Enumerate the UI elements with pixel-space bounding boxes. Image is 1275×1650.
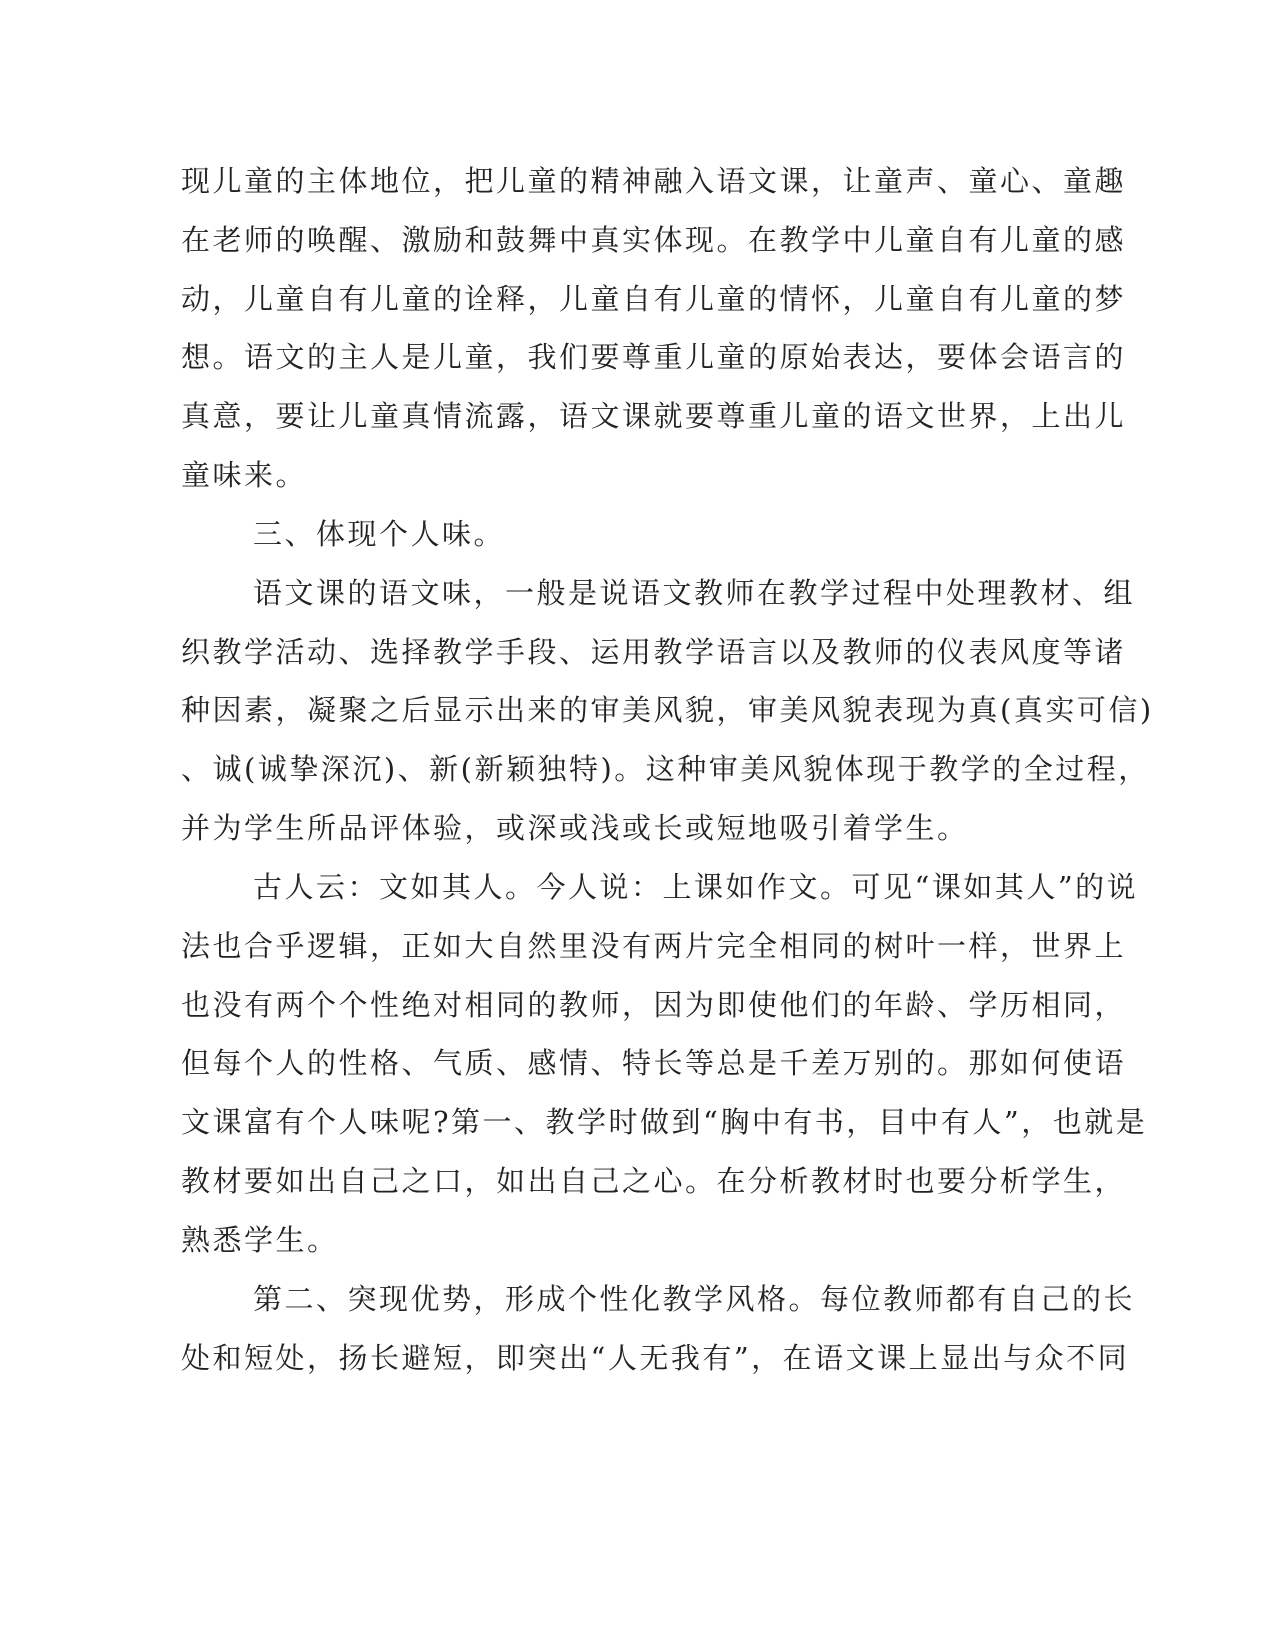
text-line: 并为学生所品评体验，或深或浅或长或短地吸引着学生。 bbox=[181, 811, 969, 845]
text-line: 古人云：文如其人。今人说：上课如作文。可见“课如其人”的说 bbox=[253, 870, 1139, 904]
text-line: 种因素，凝聚之后显示出来的审美风貌，审美风貌表现为真(真实可信) bbox=[181, 693, 1154, 727]
text-line: 教材要如出自己之口，如出自己之心。在分析教材时也要分析学生， bbox=[181, 1164, 1127, 1198]
text-line: 熟悉学生。 bbox=[181, 1223, 339, 1257]
text-line: 也没有两个个性绝对相同的教师，因为即使他们的年龄、学历相同， bbox=[181, 988, 1127, 1022]
text-line: 在老师的唤醒、激励和鼓舞中真实体现。在教学中儿童自有儿童的感 bbox=[181, 223, 1127, 257]
text-line: 真意，要让儿童真情流露，语文课就要尊重儿童的语文世界，上出儿 bbox=[181, 399, 1127, 433]
text-line: 想。语文的主人是儿童，我们要尊重儿童的原始表达，要体会语言的 bbox=[181, 340, 1127, 374]
text-line: 文课富有个人味呢?第一、教学时做到“胸中有书，目中有人”，也就是 bbox=[181, 1105, 1148, 1139]
text-line: 语文课的语文味，一般是说语文教师在教学过程中处理教材、组 bbox=[253, 576, 1136, 610]
text-line: 第二、突现优势，形成个性化教学风格。每位教师都有自己的长 bbox=[253, 1282, 1136, 1316]
text-line: 、诚(诚挚深沉)、新(新颖独特)。这种审美风貌体现于教学的全过程， bbox=[181, 752, 1150, 786]
text-line: 处和短处，扬长避短，即突出“人无我有”，在语文课上显出与众不同 bbox=[181, 1341, 1130, 1375]
text-line: 现儿童的主体地位，把儿童的精神融入语文课，让童声、童心、童趣 bbox=[181, 164, 1127, 198]
text-line: 织教学活动、选择教学手段、运用教学语言以及教师的仪表风度等诸 bbox=[181, 635, 1127, 669]
text-line: 童味来。 bbox=[181, 458, 308, 492]
text-line: 法也合乎逻辑，正如大自然里没有两片完全相同的树叶一样，世界上 bbox=[181, 929, 1127, 963]
section-heading: 三、体现个人味。 bbox=[253, 517, 506, 551]
text-line: 动，儿童自有儿童的诠释，儿童自有儿童的情怀，儿童自有儿童的梦 bbox=[181, 282, 1127, 316]
text-line: 但每个人的性格、气质、感情、特长等总是千差万别的。那如何使语 bbox=[181, 1046, 1127, 1080]
